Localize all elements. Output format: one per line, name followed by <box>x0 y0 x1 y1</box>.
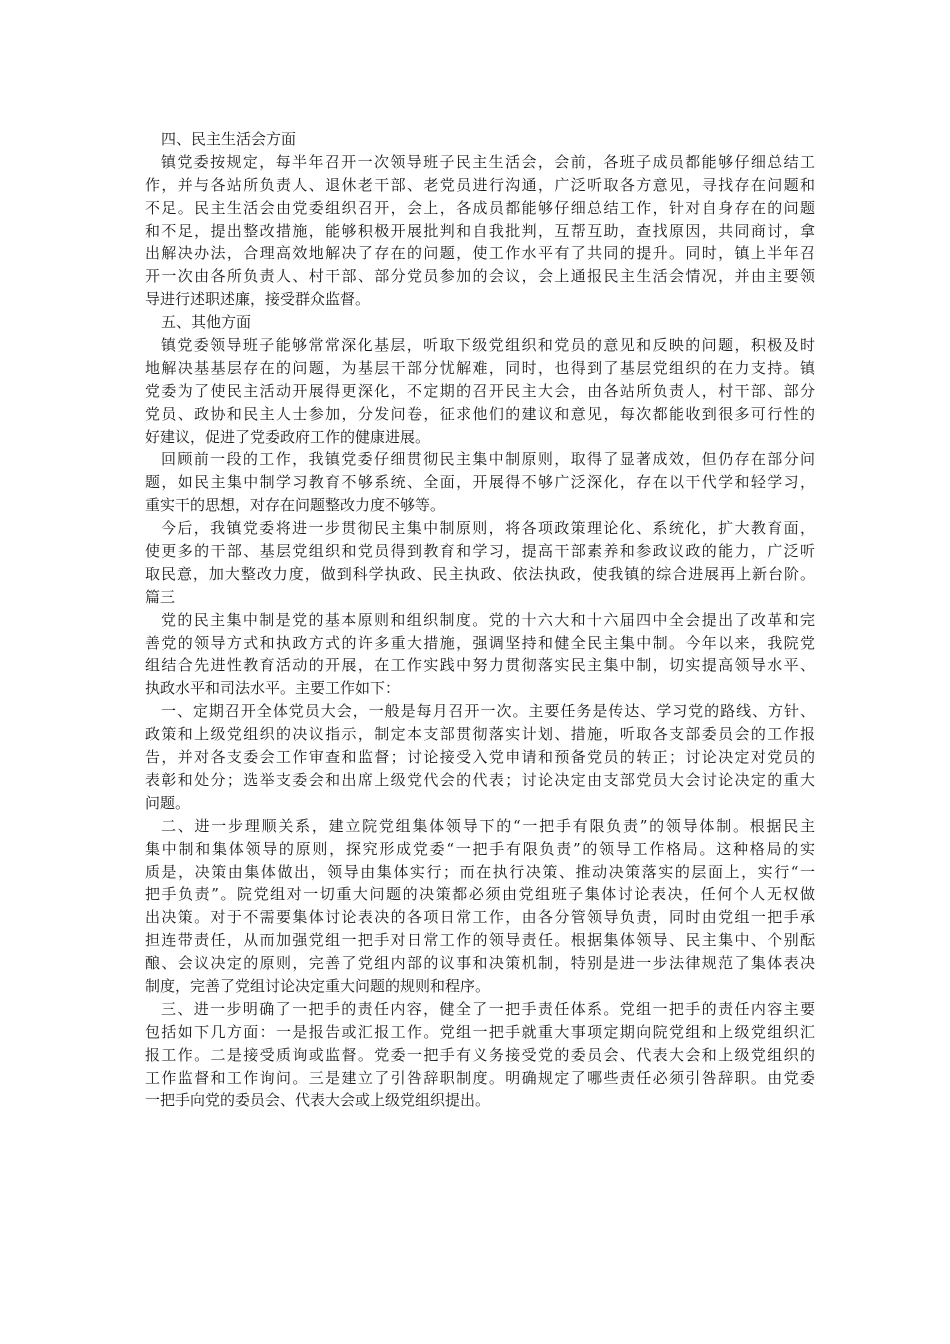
text-line: 报工作。二是接受质询或监督。党委一把手有义务接受党的委员会、代表大会和上级党组织的 <box>145 1045 815 1064</box>
text-line: 问题。 <box>145 793 191 812</box>
text-line: 出解决办法，合理高效地解决了存在的问题，使工作水平有了共同的提升。同时，镇上半年召 <box>145 244 815 263</box>
text-line: 一把手向党的委员会、代表大会或上级党组织提出。 <box>145 1091 491 1110</box>
section-heading: 五、其他方面 <box>161 313 252 332</box>
text-line: 回顾前一段的工作，我镇党委仔细贯彻民主集中制原则，取得了显著成效，但仍存在部分问 <box>161 450 815 469</box>
text-line: 开一次由各所负责人、村干部、部分党员参加的会议，会上通报民主生活会情况，并由主要领 <box>145 267 815 286</box>
text-line: 制度，完善了党组讨论决定重大问题的规则和程序。 <box>145 976 491 995</box>
text-line: 担连带责任，从而加强党组一把手对日常工作的领导责任。根据集体领导、民主集中、个别酝 <box>145 931 815 950</box>
text-line: 把手负责”。院党组对一切重大问题的决策都必须由党组班子集体讨论表决，任何个人无权做 <box>145 885 815 904</box>
text-line: 组结合先进性教育活动的开展，在工作实践中努力贯彻落实民主集中制，切实提高领导水平、 <box>145 656 815 675</box>
text-line: 质是，决策由集体做出，领导由集体实行；而在执行决策、推动决策落实的层面上，实行“一 <box>145 862 815 881</box>
text-line: 一、定期召开全体党员大会，一般是每月召开一次。主要任务是传达、学习党的路线、方针、 <box>161 702 815 721</box>
text-line: 今后，我镇党委将进一步贯彻民主集中制原则，将各项政策理论化、系统化，扩大教育面， <box>161 519 815 538</box>
text-line: 重实干的思想，对存在问题整改力度不够等。 <box>145 496 446 515</box>
text-line: 集中制和集体领导的原则，探究形成党委“一把手有限负责”的领导工作格局。这种格局的实 <box>145 839 815 858</box>
text-line: 包括如下几方面：一是报告或汇报工作。党组一把手就重大事项定期向院党组和上级党组织汇 <box>145 1022 815 1041</box>
text-line: 党委为了使民主活动开展得更深化，不定期的召开民主大会，由各站所负责人，村干部、部分 <box>145 381 815 400</box>
text-line: 告，并对各支委会工作审查和监督；讨论接受入党申请和预备党员的转正；讨论决定对党员的 <box>145 748 815 767</box>
text-line: 政策和上级党组织的决议指示，制定本支部贯彻落实计划、措施，听取各支部委员会的工作报 <box>145 725 815 744</box>
document-body <box>145 128 815 1112</box>
text-line: 取民意，加大整改力度，做到科学执政、民主执政、依法执政，使我镇的综合进展再上新台阶。 <box>145 564 815 583</box>
text-line: 镇党委领导班子能够常常深化基层，听取下级党组织和党员的意见和反映的问题，积极及时 <box>161 336 815 355</box>
text-line: 酿、会议决定的原则，完善了党组内部的议事和决策机制，特别是进一步法律规范了集体表决 <box>145 954 815 973</box>
text-line: 题，如民主集中制学习教育不够系统、全面，开展得不够广泛深化，存在以干代学和轻学习， <box>145 473 815 492</box>
text-line: 二、进一步理顺关系，建立院党组集体领导下的“一把手有限负责”的领导体制。根据民主 <box>161 816 815 835</box>
text-line: 党员、政协和民主人士参加，分发问卷，征求他们的建议和意见，每次都能收到很多可行性的 <box>145 404 815 423</box>
text-line: 镇党委按规定，每半年召开一次领导班子民主生活会，会前，各班子成员都能够仔细总结工 <box>161 152 815 171</box>
text-line: 好建议，促进了党委政府工作的健康进展。 <box>145 427 431 446</box>
text-line: 地解决基基层存在的问题，为基层干部分忧解难，同时，也得到了基层党组织的在力支持。镇 <box>145 358 815 377</box>
chapter-heading: 篇三 <box>145 587 176 606</box>
text-line: 表彰和处分；选举支委会和出席上级党代会的代表；讨论决定由支部党员大会讨论决定的重大 <box>145 770 815 789</box>
text-line: 出决策。对于不需要集体讨论表决的各项日常工作，由各分管领导负责，同时由党组一把手承 <box>145 908 815 927</box>
text-line: 善党的领导方式和执政方式的许多重大措施，强调坚持和健全民主集中制。今年以来，我院党 <box>145 633 815 652</box>
text-line: 三、进一步明确了一把手的责任内容，健全了一把手责任体系。党组一把手的责任内容主要 <box>161 999 815 1018</box>
text-line: 党的民主集中制是党的基本原则和组织制度。党的十六大和十六届四中全会提出了改革和完 <box>161 610 815 629</box>
text-line: 和不足，提出整改措施，能够积极开展批判和自我批判，互帮互助，查找原因，共同商讨，拿 <box>145 221 815 240</box>
text-line: 导进行述职述廉，接受群众监督。 <box>145 290 371 309</box>
text-line: 执政水平和司法水平。主要工作如下： <box>145 679 401 698</box>
text-line: 使更多的干部、基层党组织和党员得到教育和学习，提高干部素养和参政议政的能力，广泛听 <box>145 542 815 561</box>
section-heading: 四、民主生活会方面 <box>161 130 297 148</box>
text-line: 作，并与各站所负责人、退休老干部、老党员进行沟通，广泛听取各方意见，寻找存在问题和 <box>145 175 815 194</box>
text-line: 不足。民主生活会由党委组织召开，会上，各成员都能够仔细总结工作，针对自身存在的问题 <box>145 198 815 217</box>
text-line: 工作监督和工作询问。三是建立了引咎辞职制度。明确规定了哪些责任必须引咎辞职。由党委 <box>145 1068 815 1087</box>
